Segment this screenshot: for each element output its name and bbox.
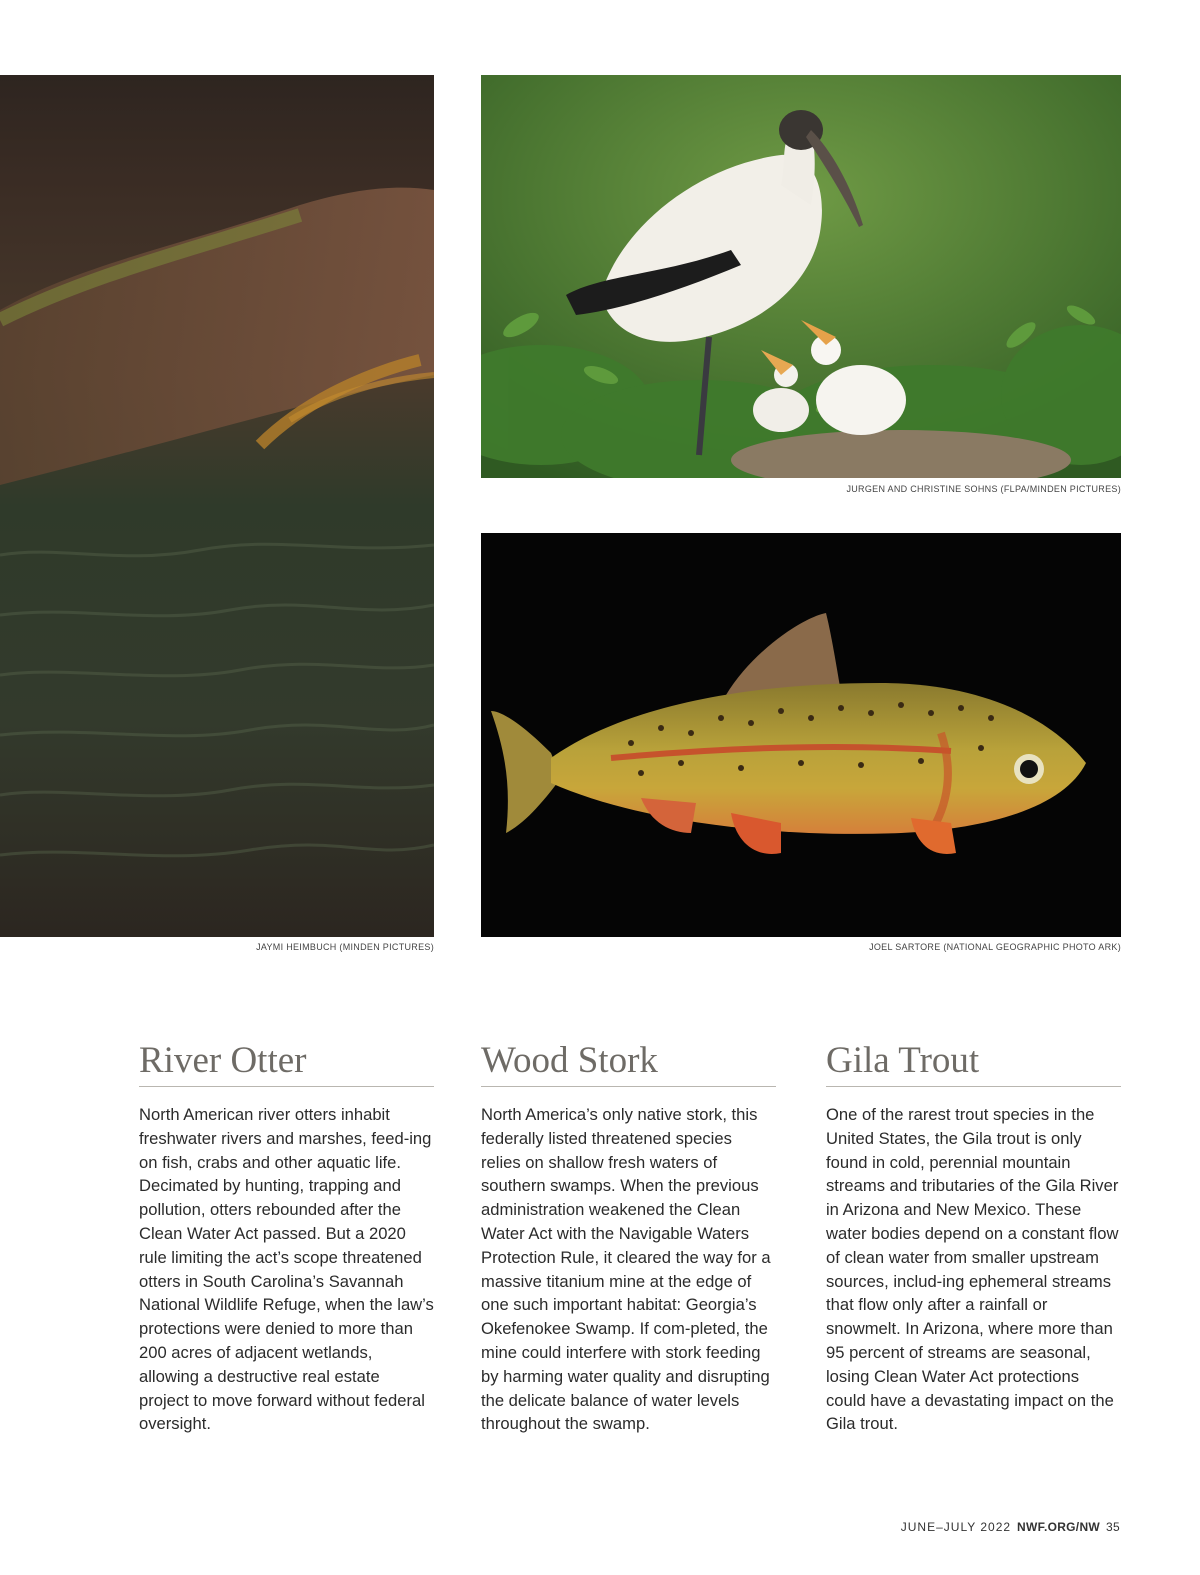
article-title: Gila Trout: [826, 1040, 1121, 1087]
page-footer: [901, 1520, 1120, 1534]
stork-photo-image: [481, 75, 1121, 478]
article-wood-stork: [481, 1040, 776, 1436]
stork-photo: [481, 75, 1121, 478]
trout-photo-image: [481, 533, 1121, 937]
article-gila-trout: [826, 1040, 1121, 1436]
website-link[interactable]: NWF.ORG/NW: [1017, 1520, 1101, 1534]
article-title: River Otter: [139, 1040, 434, 1087]
article-body: North American river otters inhabit freshwater rivers and marshes, feed-ing on fish, crabs and other aquatic life. Decimated by hunting, trapping and pollution, otters rebounded after the Clean Water Act passed. But a 2020 rule limiting the act’s scope threatened otters in South Carolina’s Savannah National Wildlife Refuge, when the law’s protections were denied to more than 200 acres of adjacent wetlands, allowing a destructive real estate project to move forward without federal oversight.: [139, 1105, 434, 1434]
page-number: 35: [1106, 1520, 1120, 1534]
otter-photo-credit: JAYMI HEIMBUCH (MINDEN PICTURES): [256, 942, 434, 952]
article-body: North America’s only native stork, this federally listed threatened species relies on shallow fresh waters of southern swamps. When the previous administration weakened the Clean Water Act with the Navigable Waters Protection Rule, it cleared the way for a massive titanium mine at the edge of one such important habitat: Georgia’s Okefenokee Swamp. If com-pleted, the mine could interfere with stork feeding by harming water quality and disrupting the delicate balance of water levels throughout the swamp.: [481, 1105, 771, 1434]
article-title: Wood Stork: [481, 1040, 776, 1087]
issue-date: JUNE–JULY 2022: [900, 1520, 1012, 1534]
article-river-otter: [139, 1040, 434, 1436]
article-body: One of the rarest trout species in the United States, the Gila trout is only found in cold, perennial mountain streams and tributaries of the Gila River in Arizona and New Mexico. These water bodies depend on a constant flow of clean water from smaller upstream sources, includ-ing ephemeral streams that flow only after a rainfall or snowmelt. In Arizona, where more than 95 percent of streams are seasonal, losing Clean Water Act protections could have a devastating impact on the Gila trout.: [826, 1105, 1119, 1434]
trout-photo: [481, 533, 1121, 937]
stork-photo-credit: JURGEN AND CHRISTINE SOHNS (FLPA/MINDEN PICTURES): [846, 484, 1121, 494]
otter-photo-image: [0, 75, 434, 937]
otter-photo: [0, 75, 434, 937]
trout-photo-credit: JOEL SARTORE (NATIONAL GEOGRAPHIC PHOTO ARK): [869, 942, 1121, 952]
